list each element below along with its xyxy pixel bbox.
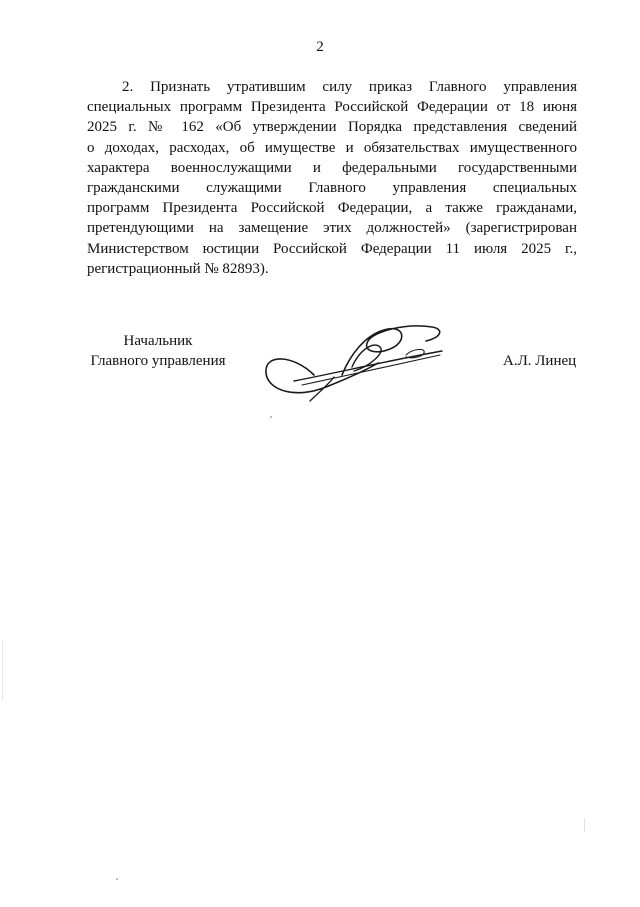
scan-artifact xyxy=(2,640,3,700)
signer-name: А.Л. Линец xyxy=(503,353,577,369)
paragraph-line: претендующими на замещение этих должностей» (зарегистрирован xyxy=(87,220,577,237)
paragraph-line: программ Президента Российской Федерации, а также гражданами, xyxy=(87,200,577,217)
signer-title-line: Главного управления xyxy=(90,353,226,369)
page-number: 2 xyxy=(316,39,324,55)
paragraph-line: 2025 г. № 162 «Об утверждении Порядка представления сведений xyxy=(87,119,577,136)
paragraph-line: гражданскими служащими Главного управления специальных xyxy=(87,180,577,197)
signature-stroke xyxy=(302,355,440,385)
paragraph-line: 2. Признать утратившим силу приказ Главного управления xyxy=(122,79,577,95)
scan-artifact xyxy=(584,818,585,832)
paragraph-line: о доходах, расходах, об имуществе и обязательствах имущественного xyxy=(87,139,577,156)
scan-artifact xyxy=(270,416,272,418)
handwritten-signature xyxy=(256,315,452,409)
signature-stroke xyxy=(294,351,442,381)
paragraph-line: специальных программ Президента Российской Федерации от 18 июня xyxy=(87,99,577,116)
signer-title xyxy=(88,331,228,371)
order-paragraph xyxy=(87,77,577,279)
paragraph-line: Министерством юстиции Российской Федерации 11 июля 2025 г., xyxy=(87,240,577,257)
paragraph-line: регистрационный № 82893). xyxy=(87,260,269,277)
signer-title-line: Начальник xyxy=(123,333,193,349)
scan-artifact xyxy=(116,878,118,880)
paragraph-line: характера военнослужащими и федеральными государственными xyxy=(87,159,577,176)
